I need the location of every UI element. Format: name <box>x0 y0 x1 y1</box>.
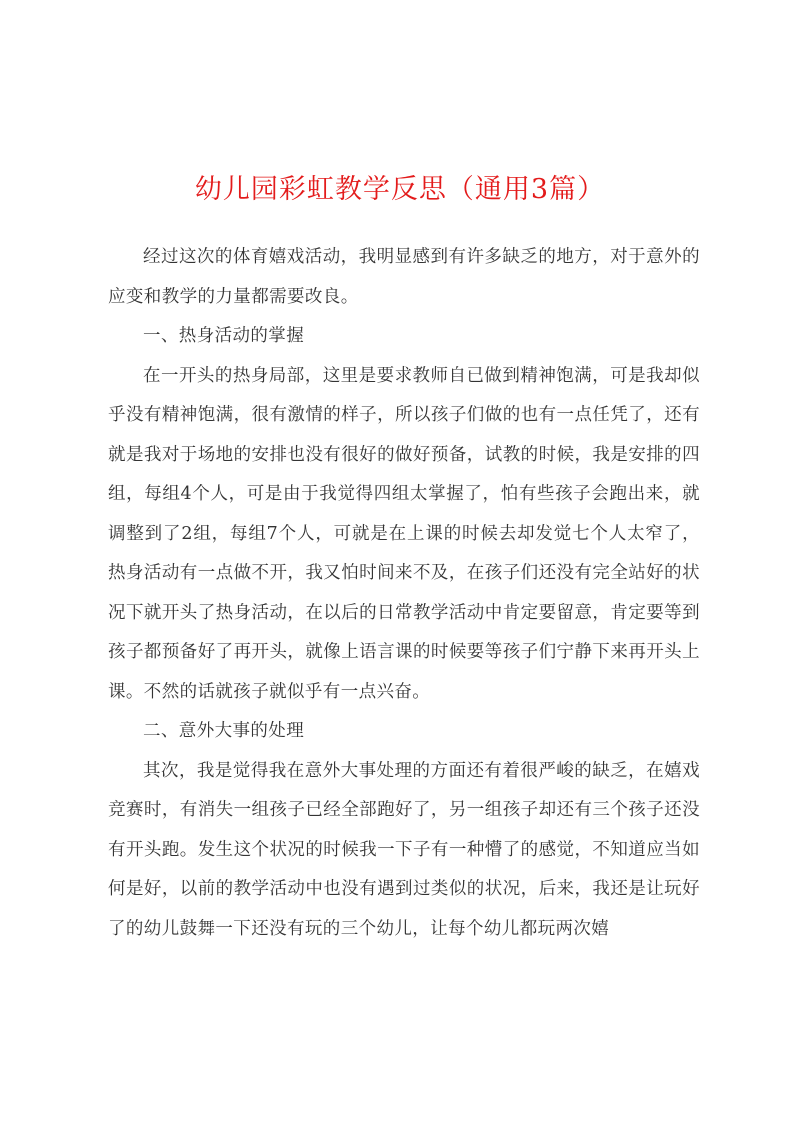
document-title: 幼儿园彩虹教学反思（通用3篇） <box>194 174 606 205</box>
section-heading-incident: 二、意外大事的处理 <box>143 721 305 741</box>
paragraph-warmup: 在一开头的热身局部，这里是要求教师自已做到精神饱满，可是我却似乎没有精神饱满，很有激情的样子，所以孩子们做的也有一点任凭了，还有就是我对于场地的安排也没有很好的做好预备，试教的时候，我是安排的四组，每组4个人，可是由于我觉得四组太掌握了，怕有些孩子会跑出来，就调整到了2组，每组7个人，可就是在上课的时候去却发觉七个人太窄了，热身活动有一点做不开，我又怕时间来不及，在孩子们还没有完全站好的状况下就开头了热身活动，在以后的日常教学活动中肯定要留意，肯定要等到孩子都预备好了再开头，就像上语言课的时候要等孩子们宁静下来再开头上课。不然的话就孩子就似乎有一点兴奋。 <box>108 365 700 702</box>
paragraph-incident: 其次，我是觉得我在意外大事处理的方面还有着很严峻的缺乏，在嬉戏竞赛时，有消失一组孩子已经全部跑好了，另一组孩子却还有三个孩子还没有开头跑。发生这个状况的时候我一下子有一种懵了的感觉，不知道应当如何是好，以前的教学活动中也没有遇到过类似的状况，后来，我还是让玩好了的幼儿鼓舞一下还没有玩的三个幼儿，让每个幼儿都玩两次嬉 <box>108 760 700 939</box>
paragraph-intro: 经过这次的体育嬉戏活动，我明显感到有许多缺乏的地方，对于意外的应变和教学的力量都需要改良。 <box>108 247 700 307</box>
document-body <box>108 238 700 949</box>
section-heading-warmup: 一、热身活动的掌握 <box>143 326 305 346</box>
